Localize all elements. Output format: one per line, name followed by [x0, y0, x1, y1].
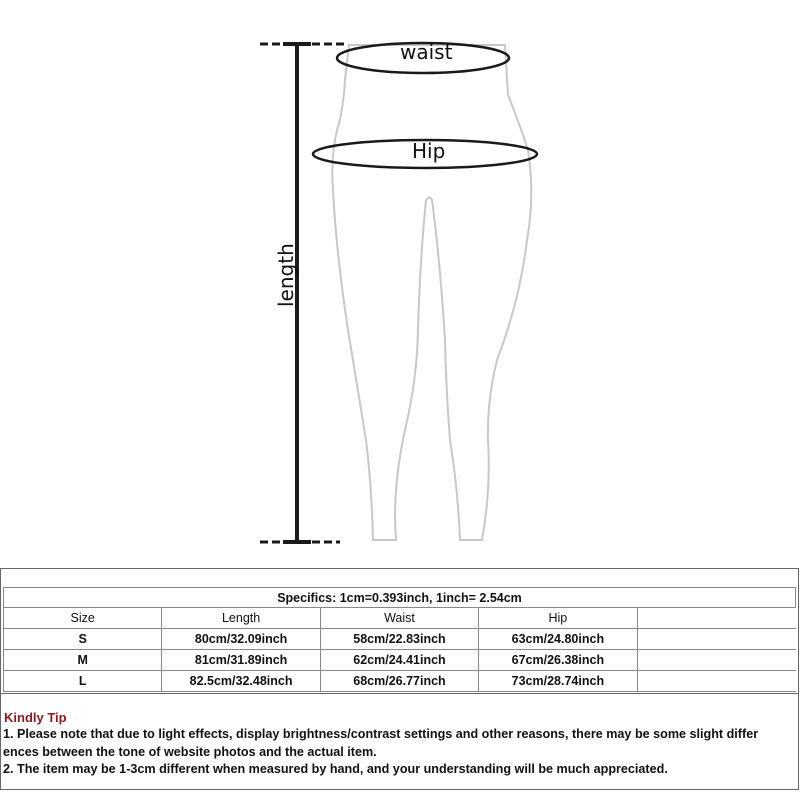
length-cell: 81cm/31.89inch — [162, 650, 320, 671]
leggings-outline — [332, 45, 531, 540]
length-cell: 80cm/32.09inch — [162, 629, 320, 650]
size-table — [3, 587, 796, 692]
header-hip: Hip — [479, 608, 637, 629]
waist-label: waist — [400, 40, 453, 64]
header-size: Size — [4, 608, 162, 629]
header-waist: Waist — [320, 608, 478, 629]
table-row — [4, 650, 796, 671]
tip-line-1: 1. Please note that due to light effects, display brightness/contrast settings and other reasons, there may be some slight differ — [3, 727, 759, 741]
hip-cell: 67cm/26.38inch — [479, 650, 637, 671]
header-length: Length — [162, 608, 320, 629]
size-cell: M — [4, 650, 162, 671]
table-row — [4, 671, 796, 692]
row-spacer — [637, 650, 795, 671]
table-row — [4, 629, 796, 650]
row-spacer — [637, 671, 795, 692]
kindly-tip-box — [0, 694, 799, 790]
waist-cell: 68cm/26.77inch — [320, 671, 478, 692]
header-spacer — [637, 608, 795, 629]
specifics-row — [4, 588, 796, 608]
specifics-text: Specifics: 1cm=0.393inch, 1inch= 2.54cm — [4, 588, 796, 608]
waist-cell: 62cm/24.41inch — [320, 650, 478, 671]
tip-line-2: 2. The item may be 1-3cm different when measured by hand, and your understanding will be much appreciated. — [3, 762, 668, 776]
size-cell: S — [4, 629, 162, 650]
hip-cell: 73cm/28.74inch — [479, 671, 637, 692]
length-cell: 82.5cm/32.48inch — [162, 671, 320, 692]
table-header-row — [4, 608, 796, 629]
row-spacer — [637, 629, 795, 650]
waist-cell: 58cm/22.83inch — [320, 629, 478, 650]
size-chart — [0, 568, 799, 694]
hip-label: Hip — [412, 139, 446, 163]
tip-title: Kindly Tip — [4, 710, 67, 725]
length-label: length — [274, 243, 298, 307]
hip-cell: 63cm/24.80inch — [479, 629, 637, 650]
size-cell: L — [4, 671, 162, 692]
tip-line-1-continued: ences between the tone of website photos and the actual item. — [3, 745, 377, 759]
